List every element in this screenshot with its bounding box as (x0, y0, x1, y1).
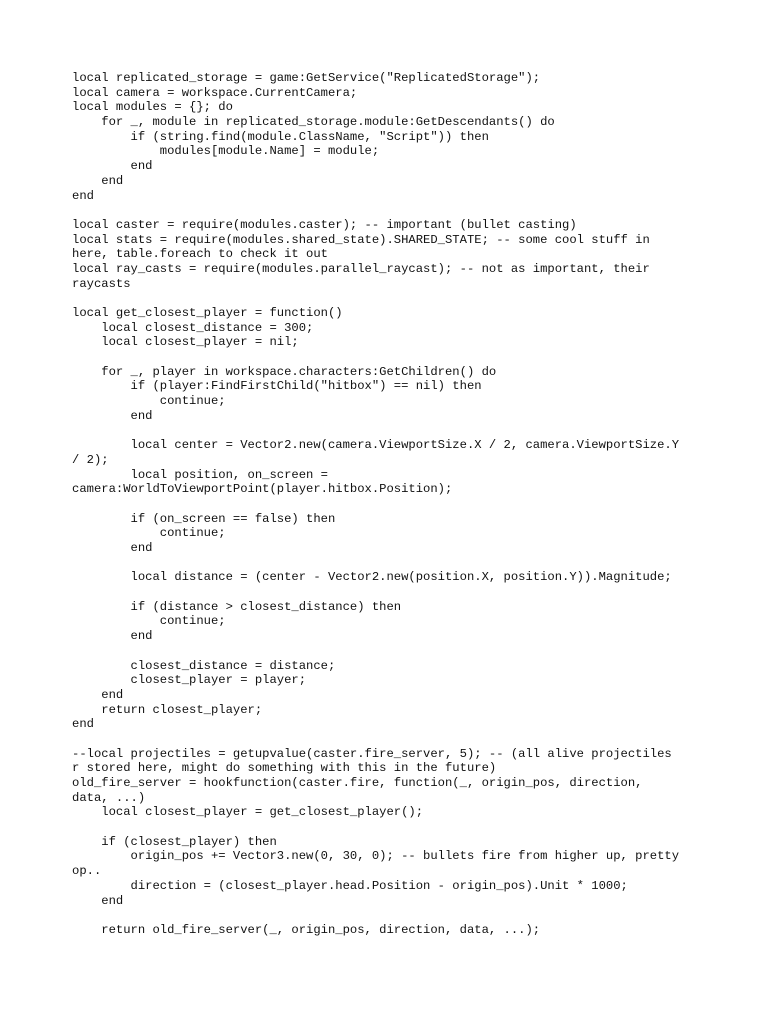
code-line: return closest_player; (72, 702, 263, 717)
code-line: local replicated_storage = game:GetService("ReplicatedStorage"); (72, 71, 541, 85)
code-line: origin_pos += Vector3.new(0, 30, 0); -- bullets fire from higher up, pretty (72, 849, 680, 864)
code-line: if (on_screen == false) then (72, 511, 336, 526)
code-line: for _, player in workspace.characters:GetChildren() do (72, 364, 497, 379)
code-line: if (string.find(module.ClassName, "Script")) then (72, 129, 489, 144)
code-line: local position, on_screen = (72, 467, 328, 482)
code-line (72, 350, 702, 365)
code-line: end (72, 629, 153, 644)
code-line (72, 424, 702, 439)
code-line: for _, module in replicated_storage.module:GetDescendants() do (72, 115, 555, 130)
code-line: closest_player = player; (72, 673, 307, 688)
code-line: local closest_distance = 300; (72, 320, 314, 335)
code-line: end (72, 159, 153, 174)
code-line (72, 908, 702, 923)
code-line: local distance = (center - Vector2.new(position.X, position.Y)).Magnitude; (72, 570, 672, 585)
code-line: --local projectiles = getupvalue(caster.fire_server, 5); -- (all alive projectiles (72, 746, 672, 761)
code-line: local stats = require(modules.shared_state).SHARED_STATE; -- some cool stuff in (72, 232, 650, 247)
code-line: closest_distance = distance; (72, 658, 336, 673)
code-line (72, 644, 702, 659)
code-line: camera:WorldToViewportPoint(player.hitbox.Position); (72, 482, 453, 497)
code-line: end (72, 717, 94, 732)
code-line: local closest_player = get_closest_player(); (72, 805, 424, 820)
code-line: continue; (72, 394, 226, 409)
code-line (72, 732, 702, 747)
code-line: end (72, 893, 124, 908)
code-line (72, 203, 702, 218)
code-line: local ray_casts = require(modules.parallel_raycast); -- not as important, their (72, 261, 650, 276)
code-line: end (72, 541, 153, 555)
code-line: / 2); (72, 452, 109, 467)
code-line: local get_closest_player = function() (72, 306, 343, 320)
code-line: op.. (72, 864, 102, 879)
code-line: modules[module.Name] = module; (72, 144, 380, 159)
code-line: local modules = {}; do (72, 100, 233, 115)
code-line: data, ...) (72, 790, 146, 805)
code-line: continue; (72, 614, 226, 629)
code-line: local closest_player = nil; (72, 335, 299, 350)
code-line: old_fire_server = hookfunction(caster.fire, function(_, origin_pos, direction, (72, 776, 643, 790)
code-line (72, 497, 702, 512)
code-line: end (72, 408, 153, 423)
code-line: r stored here, might do something with this in the future) (72, 761, 497, 776)
code-line (72, 585, 702, 600)
code-line: if (closest_player) then (72, 834, 277, 849)
code-block (72, 71, 702, 938)
code-line: if (distance > closest_distance) then (72, 599, 402, 614)
code-line: return old_fire_server(_, origin_pos, direction, data, ...); (72, 922, 541, 937)
code-line (72, 291, 702, 306)
code-line: if (player:FindFirstChild("hitbox") == nil) then (72, 379, 482, 394)
code-line: direction = (closest_player.head.Position - origin_pos).Unit * 1000; (72, 878, 628, 893)
code-line (72, 820, 702, 835)
code-line: local center = Vector2.new(camera.ViewportSize.X / 2, camera.ViewportSize.Y (72, 438, 680, 453)
code-line: here, table.foreach to check it out (72, 247, 328, 262)
code-line: end (72, 687, 124, 702)
code-line: continue; (72, 526, 226, 541)
code-line: end (72, 188, 94, 203)
code-line: local camera = workspace.CurrentCamera; (72, 85, 358, 100)
code-line: raycasts (72, 276, 131, 291)
code-line: end (72, 173, 124, 188)
code-line: local caster = require(modules.caster); -- important (bullet casting) (72, 217, 577, 232)
code-line (72, 556, 702, 571)
